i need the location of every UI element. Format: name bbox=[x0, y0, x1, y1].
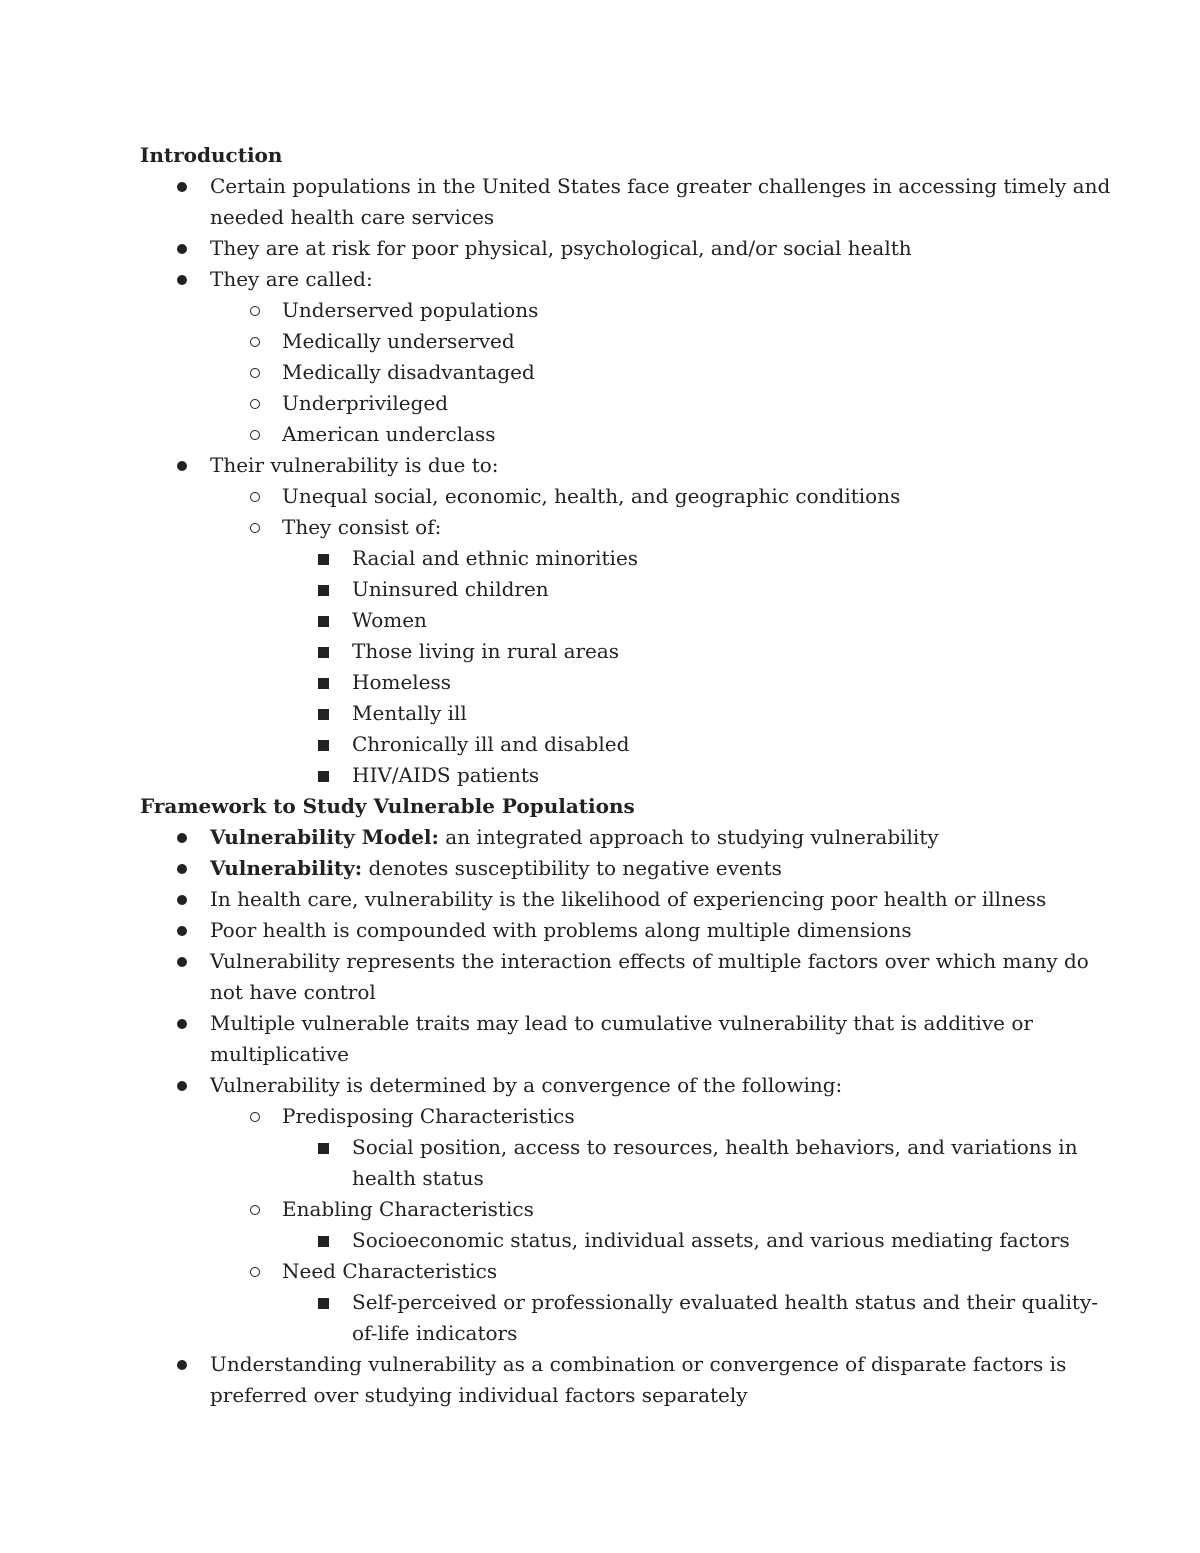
bullet-disc-icon bbox=[177, 864, 187, 874]
bullet-disc-icon bbox=[177, 833, 187, 843]
framework-bullet-vulnerability bbox=[210, 853, 782, 884]
bullet-circle-icon bbox=[250, 1267, 260, 1277]
bullet-disc-icon bbox=[177, 275, 187, 285]
bullet-circle-icon bbox=[250, 399, 260, 409]
predisposing-detail-line-2: health status bbox=[352, 1166, 484, 1190]
enabling-detail: Socioeconomic status, individual assets, and various mediating factors bbox=[352, 1228, 1070, 1252]
bullet-disc-icon bbox=[177, 957, 187, 967]
bullet-disc-icon bbox=[177, 1081, 187, 1091]
bullet-square-icon bbox=[318, 585, 329, 596]
intro-bullet-2: They are at risk for poor physical, psychological, and/or social health bbox=[210, 236, 912, 260]
bullet-disc-icon bbox=[177, 926, 187, 936]
bullet-square-icon bbox=[318, 1143, 329, 1154]
bullet-square-icon bbox=[318, 554, 329, 565]
intro-bullet-3: They are called: bbox=[210, 267, 373, 291]
bullet-circle-icon bbox=[250, 523, 260, 533]
need-detail-line-2: of-life indicators bbox=[352, 1321, 518, 1345]
bullet-square-icon bbox=[318, 616, 329, 627]
consist-item: HIV/AIDS patients bbox=[352, 763, 540, 787]
bullet-disc-icon bbox=[177, 244, 187, 254]
bullet-circle-icon bbox=[250, 492, 260, 502]
consist-item: Those living in rural areas bbox=[352, 639, 620, 663]
bullet-disc-icon bbox=[177, 461, 187, 471]
framework-bullet-3: In health care, vulnerability is the likelihood of experiencing poor health or illness bbox=[210, 887, 1047, 911]
bullet-square-icon bbox=[318, 771, 329, 782]
framework-bullet-5-line-1: Vulnerability represents the interaction effects of multiple factors over which many do bbox=[210, 949, 1089, 973]
bullet-circle-icon bbox=[250, 1112, 260, 1122]
consist-item: Uninsured children bbox=[352, 577, 549, 601]
framework-bullet-4: Poor health is compounded with problems along multiple dimensions bbox=[210, 918, 912, 942]
definition-vulnerability-model: an integrated approach to studying vulnerability bbox=[438, 825, 939, 849]
need-label: Need Characteristics bbox=[282, 1259, 498, 1283]
called-item: Medically underserved bbox=[282, 329, 515, 353]
consist-item: Chronically ill and disabled bbox=[352, 732, 630, 756]
due-item: They consist of: bbox=[282, 515, 442, 539]
called-item: Medically disadvantaged bbox=[282, 360, 535, 384]
bullet-circle-icon bbox=[250, 1205, 260, 1215]
bullet-disc-icon bbox=[177, 1019, 187, 1029]
framework-bullet-7: Vulnerability is determined by a convergence of the following: bbox=[210, 1073, 843, 1097]
bullet-circle-icon bbox=[250, 368, 260, 378]
section-heading-introduction: Introduction bbox=[140, 143, 283, 167]
bullet-circle-icon bbox=[250, 430, 260, 440]
framework-bullet-model bbox=[210, 822, 939, 853]
intro-bullet-4: Their vulnerability is due to: bbox=[210, 453, 499, 477]
bullet-circle-icon bbox=[250, 337, 260, 347]
framework-bullet-6-line-2: multiplicative bbox=[210, 1042, 349, 1066]
called-item: Underserved populations bbox=[282, 298, 539, 322]
bullet-circle-icon bbox=[250, 306, 260, 316]
intro-bullet-1-line-1: Certain populations in the United States face greater challenges in accessing timely and bbox=[210, 174, 1111, 198]
predisposing-label: Predisposing Characteristics bbox=[282, 1104, 575, 1128]
bullet-disc-icon bbox=[177, 895, 187, 905]
bullet-square-icon bbox=[318, 1298, 329, 1309]
term-vulnerability: Vulnerability: bbox=[210, 856, 363, 880]
framework-bullet-5-line-2: not have control bbox=[210, 980, 376, 1004]
need-detail-line-1: Self-perceived or professionally evaluated health status and their quality- bbox=[352, 1290, 1099, 1314]
definition-vulnerability: denotes susceptibility to negative events bbox=[362, 856, 782, 880]
bullet-disc-icon bbox=[177, 1360, 187, 1370]
bullet-square-icon bbox=[318, 678, 329, 689]
consist-item: Mentally ill bbox=[352, 701, 467, 725]
bullet-square-icon bbox=[318, 709, 329, 720]
section-heading-framework: Framework to Study Vulnerable Populations bbox=[140, 794, 635, 818]
framework-bullet-8-line-1: Understanding vulnerability as a combination or convergence of disparate factors is bbox=[210, 1352, 1067, 1376]
consist-item: Homeless bbox=[352, 670, 452, 694]
framework-bullet-8-line-2: preferred over studying individual factors separately bbox=[210, 1383, 748, 1407]
predisposing-detail-line-1: Social position, access to resources, health behaviors, and variations in bbox=[352, 1135, 1078, 1159]
due-item: Unequal social, economic, health, and geographic conditions bbox=[282, 484, 901, 508]
bullet-square-icon bbox=[318, 647, 329, 658]
bullet-square-icon bbox=[318, 1236, 329, 1247]
enabling-label: Enabling Characteristics bbox=[282, 1197, 534, 1221]
called-item: American underclass bbox=[282, 422, 496, 446]
framework-bullet-6-line-1: Multiple vulnerable traits may lead to cumulative vulnerability that is additive or bbox=[210, 1011, 1033, 1035]
intro-bullet-1-line-2: needed health care services bbox=[210, 205, 495, 229]
consist-item: Women bbox=[352, 608, 427, 632]
bullet-square-icon bbox=[318, 740, 329, 751]
term-vulnerability-model: Vulnerability Model: bbox=[210, 825, 439, 849]
bullet-disc-icon bbox=[177, 182, 187, 192]
called-item: Underprivileged bbox=[282, 391, 449, 415]
consist-item: Racial and ethnic minorities bbox=[352, 546, 639, 570]
